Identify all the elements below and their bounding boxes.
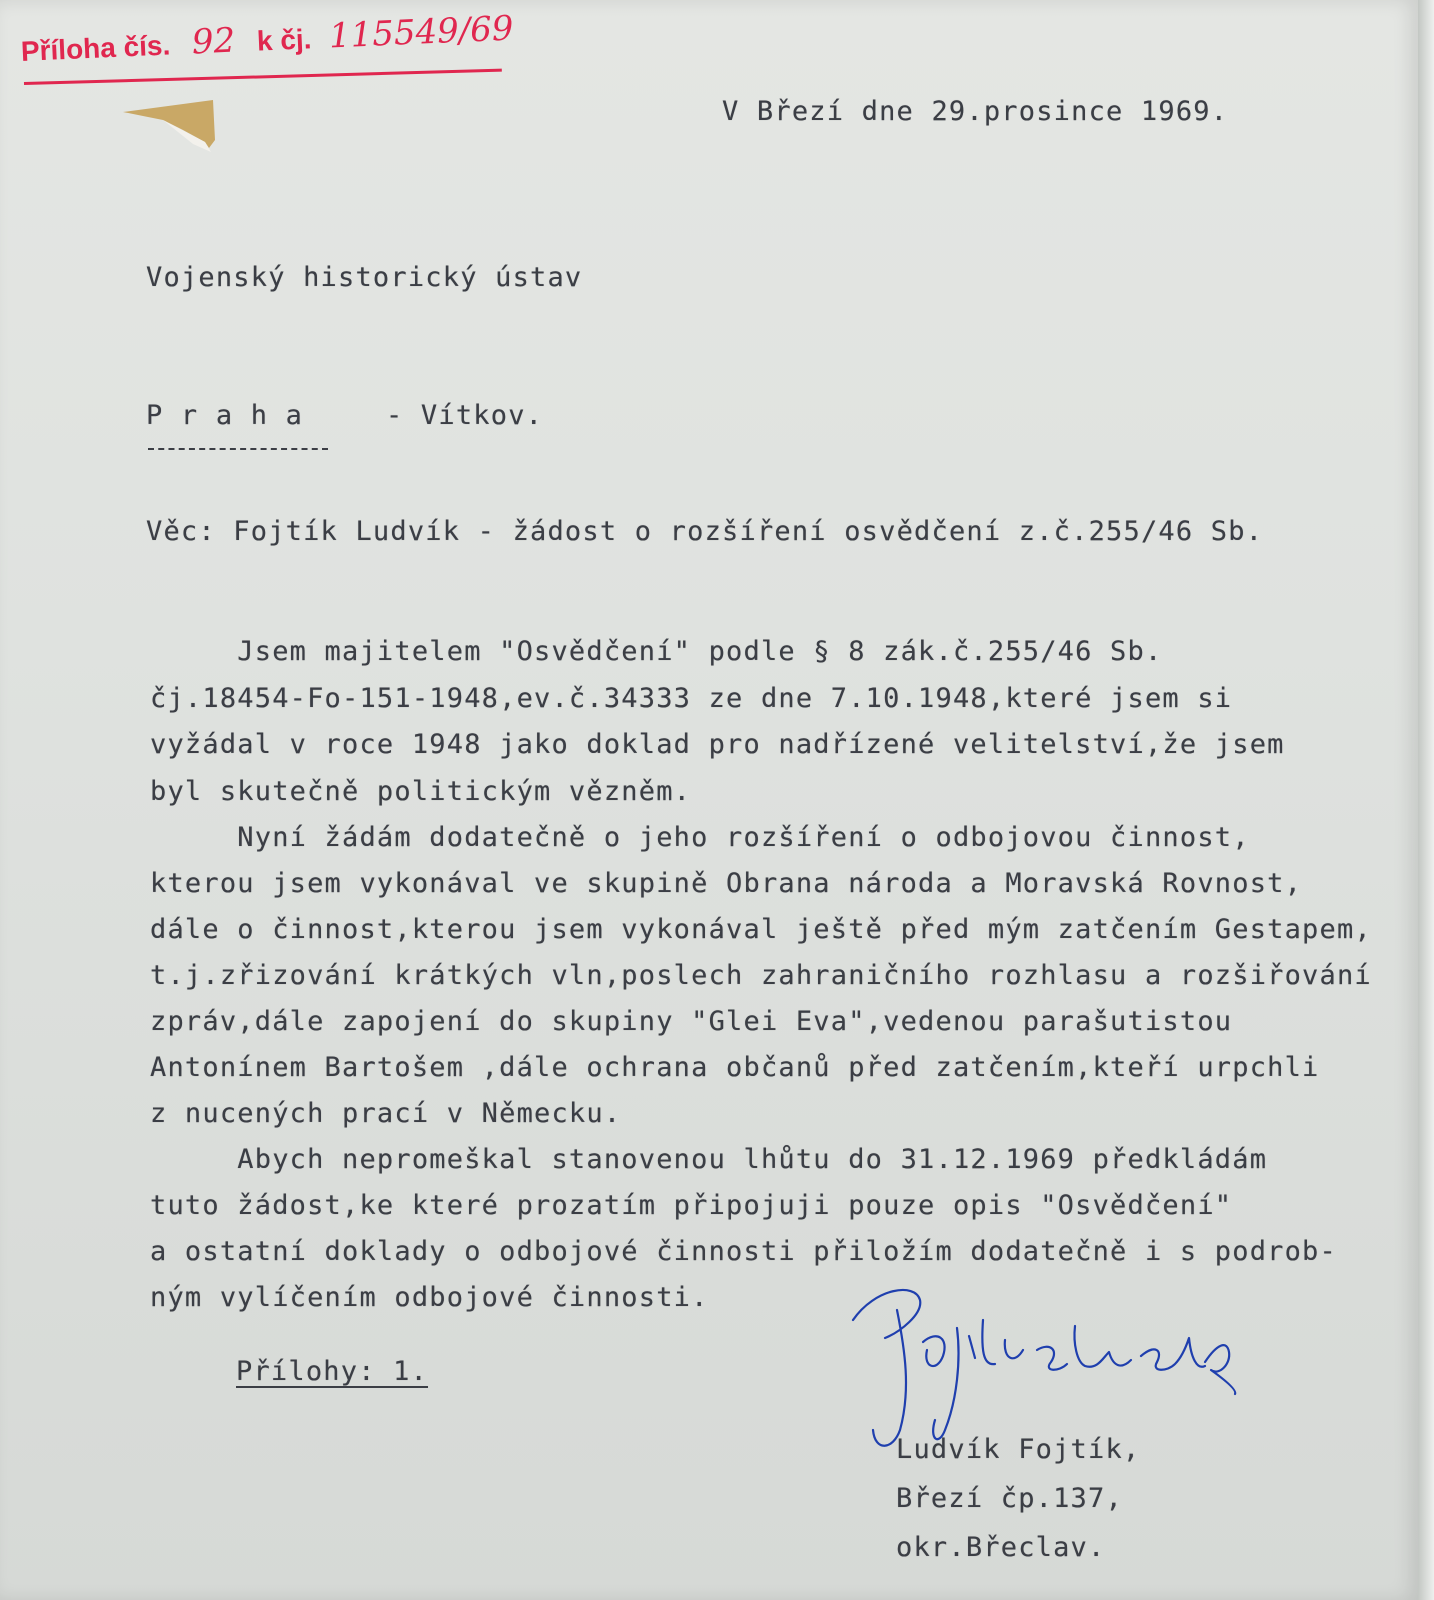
body-line: Antonínem Bartošem ,dále ochrana občanů před zatčením,kteří urpchli bbox=[150, 1052, 1320, 1083]
recipient-city: P r a h a bbox=[146, 400, 304, 431]
sender-name: Ludvík Fojtík, bbox=[896, 1434, 1141, 1465]
recipient-name: Vojenský historický ústav bbox=[146, 262, 583, 293]
date-line: V Březí dne 29.prosince 1969. bbox=[722, 96, 1229, 127]
body-line: ným vylíčením odbojové činnosti. bbox=[150, 1282, 709, 1313]
page-edge bbox=[1418, 0, 1434, 1600]
torn-paper-mark bbox=[123, 100, 223, 158]
stamp-label: Příloha čís. bbox=[20, 29, 171, 67]
sender-district: okr.Břeclav. bbox=[896, 1532, 1106, 1563]
body-line: Jsem majitelem "Osvědčení" podle § 8 zák.č.255/46 Sb. bbox=[150, 636, 1163, 667]
stamp-ref-label: k čj. bbox=[256, 23, 313, 57]
body-line: zpráv,dále zapojení do skupiny "Glei Eva",vedenou parašutistou bbox=[150, 1006, 1233, 1037]
body-line: t.j.zřizování krátkých vln,poslech zahraničního rozhlasu a rozšiřování bbox=[150, 960, 1372, 991]
recipient-district: - Vítkov. bbox=[386, 400, 544, 431]
subject-line: Věc: Fojtík Ludvík - žádost o rozšíření osvědčení z.č.255/46 Sb. bbox=[146, 516, 1264, 547]
city-underline bbox=[148, 448, 328, 450]
stamp-ref-number: 115549/69 bbox=[328, 8, 515, 57]
body-line: byl skutečně politickým vězněm. bbox=[150, 776, 692, 807]
body-line: tuto žádost,ke které prozatím připojuji pouze opis "Osvědčení" bbox=[150, 1190, 1233, 1221]
body-line: vyžádal v roce 1948 jako doklad pro nadřízené velitelství,že jsem bbox=[150, 729, 1285, 760]
body-line: z nucených prací v Německu. bbox=[150, 1098, 622, 1129]
body-line: kterou jsem vykonával ve skupině Obrana národa a Moravská Rovnost, bbox=[150, 868, 1303, 899]
stamp-number: 92 bbox=[191, 20, 236, 63]
body-line: a ostatní doklady o odbojové činnosti přiložím dodatečně i s podrob- bbox=[150, 1236, 1337, 1267]
body-line: dále o činnost,kterou jsem vykonával ještě před mým zatčením Gestapem, bbox=[150, 914, 1372, 945]
body-line: čj.18454-Fo-151-1948,ev.č.34333 ze dne 7.10.1948,které jsem si bbox=[150, 683, 1233, 714]
attachments-note: Přílohy: 1. bbox=[236, 1356, 429, 1387]
sender-address: Březí čp.137, bbox=[896, 1483, 1123, 1514]
body-line: Nyní žádám dodatečně o jeho rozšíření o odbojovou činnost, bbox=[150, 822, 1250, 853]
body-line: Abych nepromeškal stanovenou lhůtu do 31.12.1969 předkládám bbox=[150, 1144, 1268, 1175]
